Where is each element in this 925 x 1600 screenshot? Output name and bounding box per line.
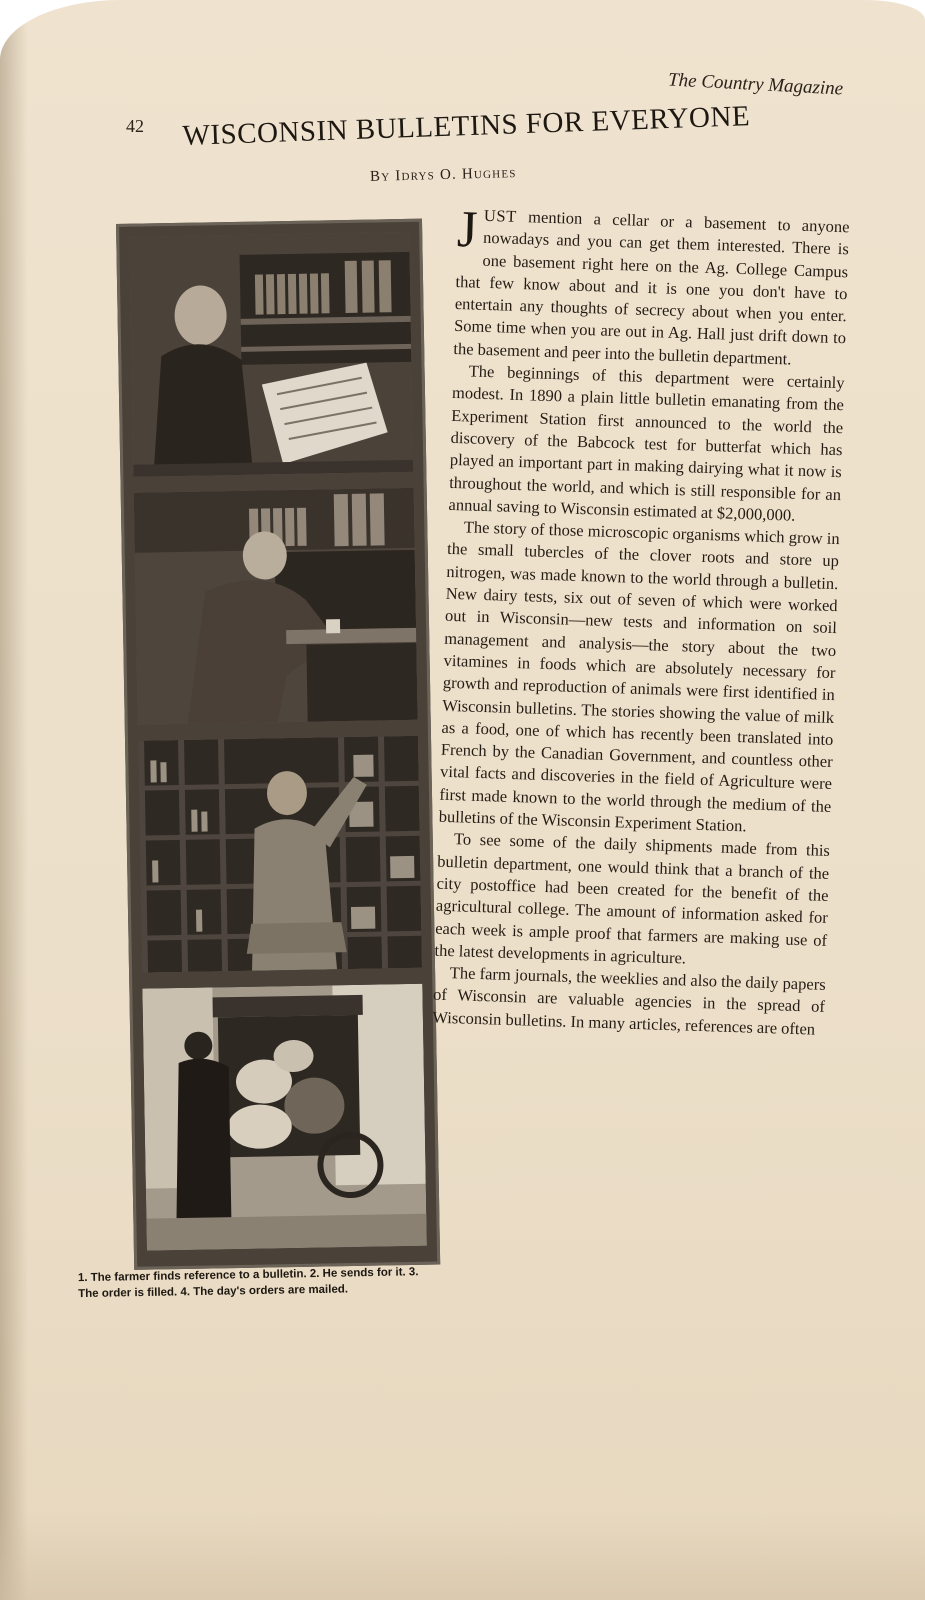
photo-writing-request-icon: [134, 488, 418, 725]
paragraph-text: mention a cellar or a basement to anyone nowadays and you can get them interested. There is one basement right here on the Ag. College Campus that few know about and it is one you don't have to entertain any thoughts of secrecy about when you enter. Some time when you are out in Ag. Hall just drift down to the basement and peer into the bulletin department.: [453, 206, 850, 369]
article-byline: By Idrys O. Hughes: [369, 165, 517, 185]
photo-filling-order-icon: [138, 736, 422, 973]
photo-strip: [116, 219, 440, 1270]
lead-caps: UST: [483, 205, 518, 226]
page-number: 42: [126, 116, 144, 136]
article-paragraph: To see some of the daily shipments made from this bulletin department, one would think that a branch of the city postoffice had been created for the benefit of the agricultural college. The amount of information asked for each week is ample proof that farmers are making use of the latest developments in agriculture.: [434, 829, 831, 968]
article-body: [432, 201, 850, 1041]
page-bottom-shade: [0, 1510, 925, 1600]
page-edge-shadow: [0, 0, 28, 1600]
article-paragraph: The farm journals, the weeklies and also the daily papers of Wisconsin are valuable agencies in the spread of Wisconsin bulletins. In many articles, references are often: [432, 963, 826, 1039]
article-title: WISCONSIN BULLETINS FOR EVERYONE: [182, 100, 751, 152]
article-paragraph: The beginnings of this department were certainly modest. In 1890 a plain little bulletin emanating from the Experiment Station first announced to the world the discovery of the Babcock test for butterfat which has played an important part in making dairying what it now is throughout the world, and which is still responsible for an annual saving to Wisconsin estimated at $2,000,000.: [448, 361, 845, 525]
photo-mailing-icon: [142, 984, 427, 1251]
photo-reading-bulletin-icon: [129, 232, 413, 477]
article-paragraph: The story of those microscopic organisms which grow in the small tubercles of the clover roots and store up nitrogen, was made known to the world through a bulletin. New dairy tests, six out of seven of which were worked out in Wisconsin—new tests and information on soil management and analysis—the story about the two vitamines in foods which are absolutely necessary for growth and reproduction of animals were first identified in Wisconsin bulletins. The stories showing the value of milk as a food, one of which has recently been translated into French by the Canadian Government, and countless other vital facts and discoveries in the field of Agriculture were first made known to the world through the medium of the bulletins of the Wisconsin Experiment Station.: [438, 517, 840, 836]
drop-cap: J: [456, 201, 479, 259]
photo-caption: 1. The farmer finds reference to a bulletin. 2. He sends for it. 3. The order is filled. 4. The day's orders are mailed.: [77, 1266, 419, 1301]
article-paragraph: [453, 201, 850, 372]
running-head: The Country Magazine: [667, 69, 844, 100]
